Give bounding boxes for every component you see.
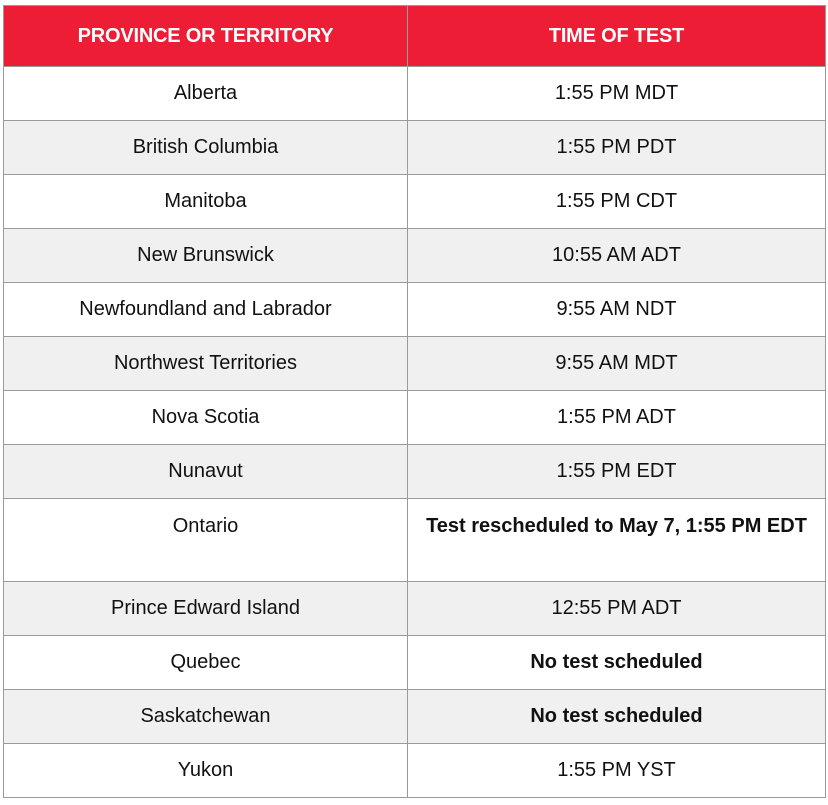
province-cell: Newfoundland and Labrador [4, 283, 408, 337]
time-cell: 9:55 AM MDT [408, 337, 826, 391]
table-row [4, 121, 826, 175]
column-header-time: TIME OF TEST [408, 6, 826, 67]
province-cell: Northwest Territories [4, 337, 408, 391]
table-row [4, 337, 826, 391]
table-row [4, 445, 826, 499]
time-cell: 1:55 PM YST [408, 744, 826, 798]
table-row [4, 283, 826, 337]
time-cell: No test scheduled [408, 690, 826, 744]
header-row [4, 6, 826, 67]
column-header-province: PROVINCE OR TERRITORY [4, 6, 408, 67]
table-row [4, 67, 826, 121]
table-row [4, 175, 826, 229]
time-cell: 9:55 AM NDT [408, 283, 826, 337]
table-row [4, 582, 826, 636]
time-cell: No test scheduled [408, 636, 826, 690]
time-cell: 1:55 PM MDT [408, 67, 826, 121]
province-cell: British Columbia [4, 121, 408, 175]
province-cell: Quebec [4, 636, 408, 690]
table-body [4, 67, 826, 798]
time-cell: 1:55 PM CDT [408, 175, 826, 229]
time-cell: 12:55 PM ADT [408, 582, 826, 636]
time-cell: 1:55 PM EDT [408, 445, 826, 499]
province-cell: Manitoba [4, 175, 408, 229]
province-cell: New Brunswick [4, 229, 408, 283]
table-row [4, 391, 826, 445]
time-cell: 1:55 PM ADT [408, 391, 826, 445]
test-schedule-table-container [3, 5, 825, 798]
table-row [4, 636, 826, 690]
test-schedule-table [3, 5, 826, 798]
table-row [4, 690, 826, 744]
time-cell: 10:55 AM ADT [408, 229, 826, 283]
table-row [4, 229, 826, 283]
province-cell: Ontario [4, 499, 408, 582]
province-cell: Nunavut [4, 445, 408, 499]
time-cell: Test rescheduled to May 7, 1:55 PM EDT [408, 499, 826, 582]
province-cell: Alberta [4, 67, 408, 121]
table-header [4, 6, 826, 67]
time-cell: 1:55 PM PDT [408, 121, 826, 175]
province-cell: Prince Edward Island [4, 582, 408, 636]
province-cell: Yukon [4, 744, 408, 798]
table-row [4, 744, 826, 798]
province-cell: Saskatchewan [4, 690, 408, 744]
province-cell: Nova Scotia [4, 391, 408, 445]
table-row [4, 499, 826, 582]
